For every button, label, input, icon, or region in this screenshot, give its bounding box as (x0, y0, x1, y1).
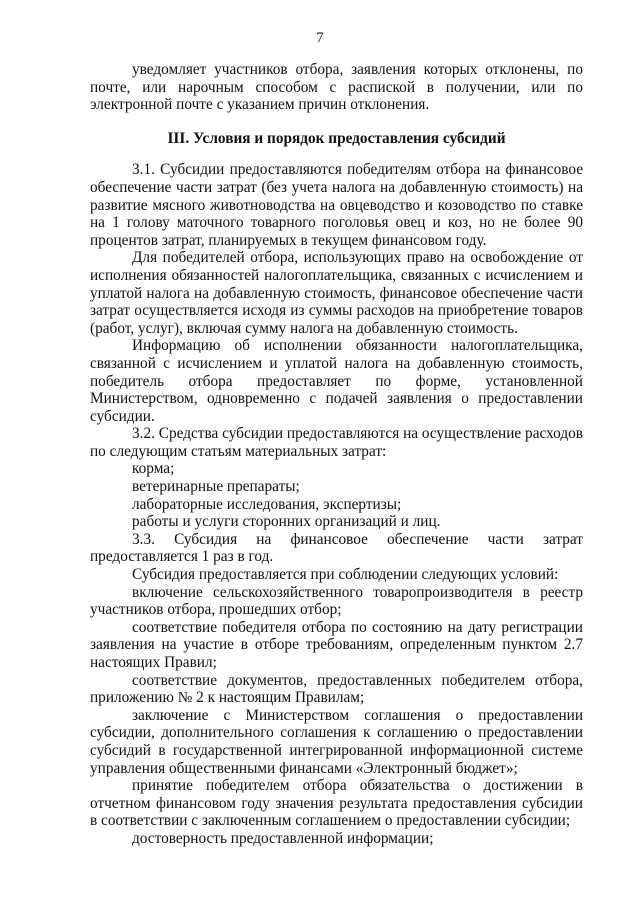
condition-agreement: заключение с Министерством соглашения о предоставлении субсидии, дополнительного соглашения к соглашению о предоставлении субсидий в государственной интегрированной информационной системе управления общественными финансами «Электронный бюджет»; (90, 706, 583, 777)
list-item-laboratory: лабораторные исследования, экспертизы; (132, 495, 402, 513)
document-body (90, 61, 583, 848)
paragraph-tax-info: Информацию об исполнении обязанности налогоплательщика, связанной с исчислением и уплатой налога на добавленную стоимость, победитель отбора предоставляет по форме, установленной Министерством, одновременно с подачей заявления о предоставлении субсидии. (90, 337, 583, 425)
condition-registry: включение сельскохозяйственного товаропроизводителя в реестр участников отбора, прошедших отбор; (90, 583, 583, 619)
list-item-veterinary: ветеринарные препараты; (132, 478, 300, 496)
paragraph-3-3: 3.3. Субсидия на финансовое обеспечение части затрат предоставляется 1 раз в год. (90, 530, 583, 566)
condition-reliability: достоверность предоставленной информации; (132, 829, 434, 847)
section-title: III. Условия и порядок предоставления субсидий (167, 129, 506, 147)
list-item-services: работы и услуги сторонних организаций и лиц. (132, 513, 441, 531)
condition-compliance: соответствие победителя отбора по состоянию на дату регистрации заявления на участие в отборе требованиям, определенным пунктом 2.7 настоящих Правил; (90, 618, 583, 671)
condition-obligation: принятие победителем отбора обязательства о достижении в отчетном финансовом году значения результата предоставления субсидии в соответствии с заключенным соглашением о предоставлении субсидии; (90, 777, 583, 830)
paragraph-3-2: 3.2. Средства субсидии предоставляются на осуществление расходов по следующим статьям материальных затрат: (90, 425, 583, 460)
paragraph-conditions-intro: Субсидия предоставляется при соблюдении следующих условий: (132, 566, 559, 584)
list-item-feed: корма; (132, 460, 175, 478)
condition-documents: соответствие документов, предоставленных победителем отбора, приложению № 2 к настоящим Правилам; (90, 671, 583, 707)
paragraph-3-1: 3.1. Субсидии предоставляются победителям отбора на финансовое обеспечение части затрат (без учета налога на добавленную стоимость) на развитие мясного животноводства на овцеводство и козоводство по ставке на 1 голову маточного товарного поголовья овец и коз, но не более 90 процентов затрат, планируемых в текущем финансовом году. (90, 161, 583, 249)
paragraph-vat-exemption: Для победителей отбора, использующих право на освобождение от исполнения обязанностей налогоплательщика, связанных с исчислением и уплатой налога на добавленную стоимость, финансовое обеспечение части затрат осуществляется исходя из суммы расходов на приобретение товаров (работ, услуг), включая сумму налога на добавленную стоимость. (90, 249, 583, 337)
continuation-paragraph: уведомляет участников отбора, заявления которых отклонены, по почте, или нарочным способом с распиской в получении, или по электронной почте с указанием причин отклонения. (90, 61, 583, 114)
page-number: 7 (316, 30, 324, 46)
